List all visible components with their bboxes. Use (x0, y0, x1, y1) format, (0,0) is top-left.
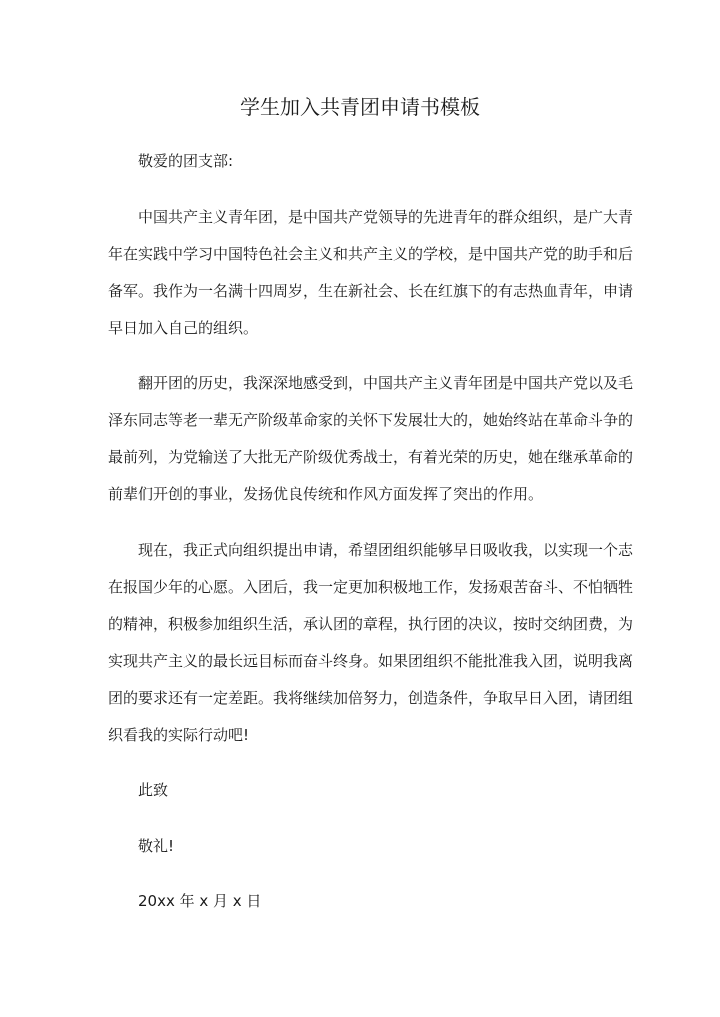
paragraph (108, 365, 634, 513)
closing-jing-li (108, 828, 612, 865)
closing-text: 此致 (138, 781, 169, 799)
document-title: 学生加入共青团申请书模板 (240, 95, 480, 119)
paragraph (108, 199, 634, 347)
closing-text: 敬礼! (138, 836, 175, 855)
paragraph-line: 的精神，积极参加组织生活，承认团的章程，执行团的决议，按时交纳团费，为 (108, 614, 634, 633)
date-text: 20xx 年 x 月 x 日 (138, 892, 262, 910)
paragraph-line: 现在，我正式向组织提出申请，希望团组织能够早日吸收我，以实现一个志 (138, 540, 634, 559)
paragraph-line: 在报国少年的心愿。入团后，我一定更加积极地工作，发扬艰苦奋斗、不怕牺牲 (108, 577, 634, 596)
body-paragraphs (108, 199, 634, 754)
paragraph-line: 泽东同志等老一辈无产阶级革命家的关怀下发展壮大的，她始终站在革命斗争的 (108, 411, 634, 429)
paragraph-line: 年在实践中学习中国特色社会主义和共产主义的学校，是中国共产党的助手和后 (108, 244, 634, 263)
paragraph-line: 最前列，为党输送了大批无产阶级优秀战士，有着光荣的历史，她在继承革命的 (108, 448, 634, 466)
salutation-text: 敬爱的团支部: (138, 152, 234, 170)
paragraph (108, 532, 634, 754)
date (108, 883, 612, 920)
paragraph-line: 前辈们开创的事业，发扬优良传统和作风方面发挥了突出的作用。 (108, 485, 544, 503)
salutation (108, 143, 612, 180)
paragraph-line: 早日加入自己的组织。 (108, 318, 259, 337)
paragraph-line: 团的要求还有一定差距。我将继续加倍努力，创造条件，争取早日入团，请团组 (108, 688, 634, 707)
paragraph-line: 织看我的实际行动吧! (108, 725, 250, 744)
closing-ci-zhi (108, 772, 612, 809)
document-body (108, 143, 634, 939)
paragraph-line: 翻开团的历史，我深深地感受到，中国共产主义青年团是中国共产党以及毛 (138, 374, 634, 392)
paragraph-line: 实现共产主义的最长远目标而奋斗终身。如果团组织不能批准我入团，说明我离 (108, 651, 634, 670)
paragraph-line: 备军。我作为一名满十四周岁，生在新社会、长在红旗下的有志热血青年，申请 (108, 281, 634, 300)
paragraph-line: 中国共产主义青年团，是中国共产党领导的先进青年的群众组织，是广大青 (138, 207, 634, 226)
